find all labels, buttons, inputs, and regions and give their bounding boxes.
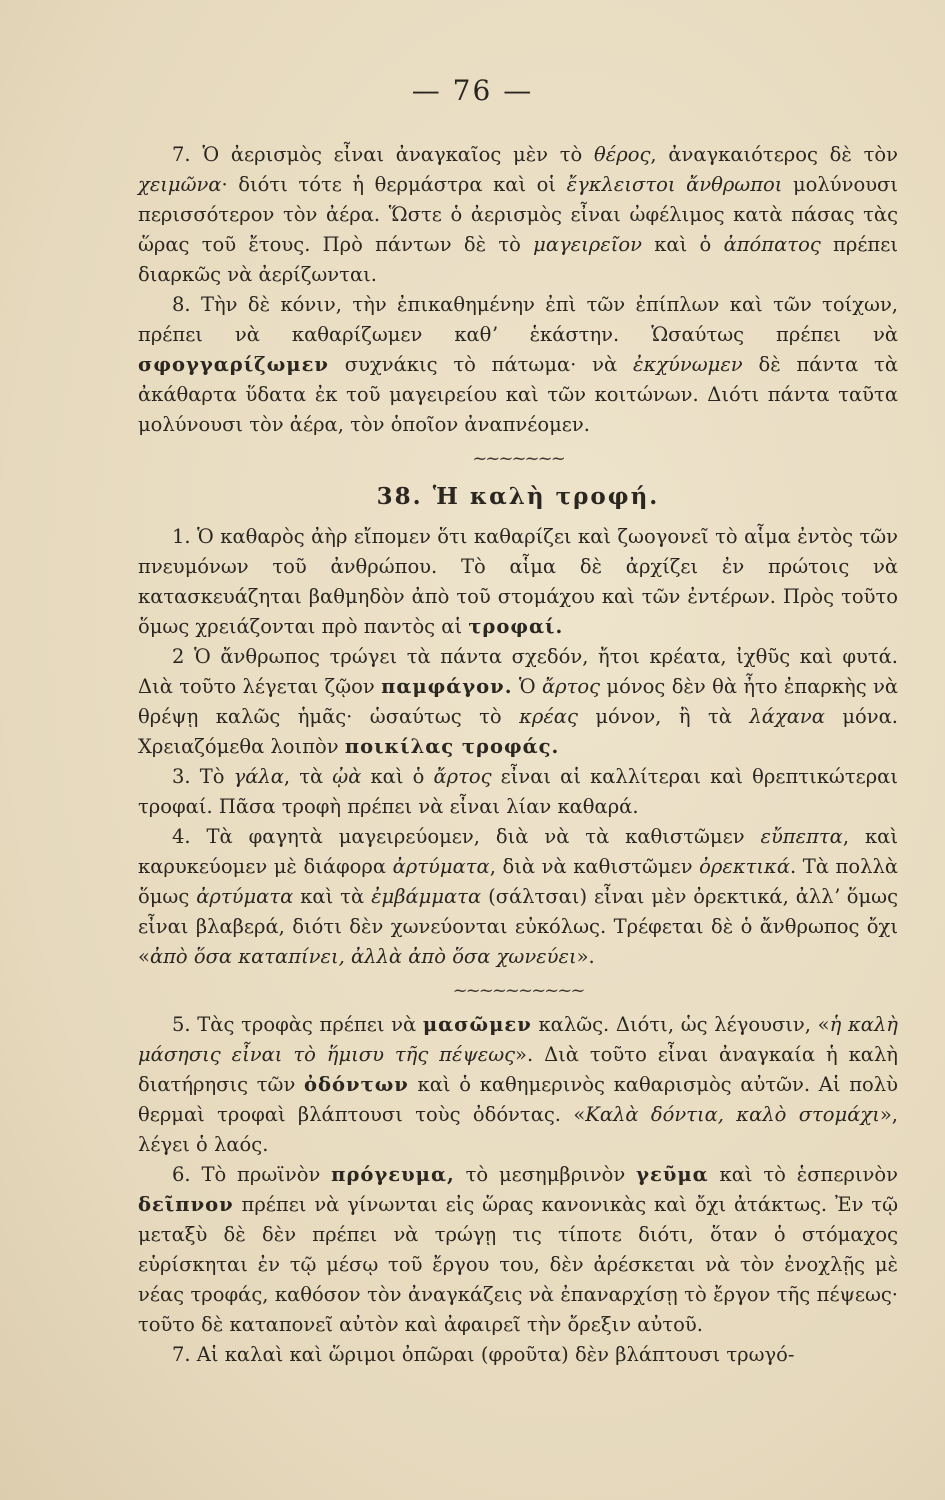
text: καλῶς. Διότι, ὡς λέγουσιν, « (531, 1013, 830, 1036)
text: πρέπει νὰ γίνωνται εἰς ὥρας κανονικὰς καὶ ὄχι ἀτάκτως. Ἐν τῷ μεταξὺ δὲ δὲν πρέπει νὰ τρώγῃ τις τίποτε διότι, ὅταν ὁ στόμαχος εὑρίσκηται ἐν τῷ μέσῳ τοῦ ἔργου του, δὲν ἀρέσκεται νὰ τὸν ἐνοχλῇς μὲ νέας τροφάς, καθόσον τὸν ἀναγκάζεις νὰ ἐπαναρχίσῃ τὸ ἔργον τῆς πέψεως· τοῦτο δὲ καταπονεῖ αὐτὸν καὶ ἀφαιρεῖ τὴν ὄρεξιν αὐτοῦ. (138, 1193, 898, 1336)
text: · διότι τότε ἡ θερμάστρα καὶ οἱ (221, 173, 567, 196)
text: , διὰ νὰ καθιστῶμεν (489, 855, 700, 878)
text: καὶ τὸ ἑσπερινὸν (708, 1163, 898, 1186)
italic-text: γάλα (233, 765, 284, 788)
italic-text: ἔγκλειστοι ἄνθρωποι (566, 173, 783, 196)
text: μόνος δὲν θὰ ἦτο ἐπαρκὴς νὰ θρέψῃ καλῶς ἡμᾶς· ὡσαύτως τὸ (138, 675, 898, 728)
ornament-divider: ~~~~~~~ (472, 448, 564, 469)
italic-text: χειμῶνα (138, 173, 222, 196)
text: καὶ τὰ (293, 885, 372, 908)
text: μόνα. Χρειαζόμεθα λοιπὸν (138, 705, 898, 758)
text: πρέπει διαρκῶς νὰ ἀερίζωνται. (138, 233, 898, 286)
bold-text: πρόγευμα, (331, 1163, 455, 1186)
italic-text: ἐκχύνωμεν (632, 353, 743, 376)
ornament-divider: ~~~~~~~~~~ (452, 980, 584, 1001)
text: 3. Τὸ (172, 765, 234, 788)
text: 4. Τὰ φαγητὰ μαγειρεύομεν, διὰ νὰ τὰ καθιστῶμεν (172, 825, 761, 848)
text: εἶναι αἱ καλλίτεραι καὶ θρεπτικώτεραι τροφαί. Πᾶσα τροφὴ πρέπει νὰ εἶναι λίαν καθαρά. (138, 765, 898, 818)
paragraph-6 (138, 1160, 898, 1340)
italic-text: ἀπὸ ὅσα καταπίνει, ἀλλὰ ἀπὸ ὅσα χωνεύει (149, 945, 577, 968)
page-number: — 76 — (411, 74, 534, 107)
text: 7. Αἱ καλαὶ καὶ ὥριμοι ὀπῶραι (φροῦτα) δὲν βλάπτουσι τρωγό- (172, 1343, 795, 1366)
bold-text: τροφαί. (468, 615, 564, 638)
paragraph-5 (138, 1010, 898, 1160)
italic-text: Καλὰ δόντια, καλὸ στομάχι (585, 1103, 880, 1126)
text: 7. Ὁ ἀερισμὸς εἶναι ἀναγκαῖος μὲν τὸ (172, 143, 595, 166)
text: , ἀναγκαιότερος δὲ τὸν (650, 143, 898, 166)
text: καὶ ὁ καθημερινὸς καθαρισμὸς αὐτῶν. Αἱ πολὺ θερμαὶ τροφαὶ βλάπτουσι τοὺς ὀδόντας. « (138, 1073, 898, 1126)
bold-text: μασῶμεν (422, 1013, 532, 1036)
body-text (138, 140, 898, 1370)
text: 8. Τὴν δὲ κόνιν, τὴν ἐπικαθημένην ἐπὶ τῶν ἐπίπλων καὶ τῶν τοίχων, πρέπει νὰ καθαρίζωμεν καθʼ ἑκάστην. Ὡσαύτως πρέπει νὰ (138, 293, 898, 346)
bold-text: ὀδόντων (304, 1073, 409, 1096)
paragraph-3 (138, 762, 898, 822)
bold-text: ποικίλας τροφάς. (344, 735, 560, 758)
text: (σάλτσαι) εἶναι μὲν ὀρεκτικά, ἀλλʼ ὅμως εἶναι βλαβερά, διότι δὲν χωνεύονται εὐκόλως. Τρέφεται δὲ ὁ ἄνθρωπος ὄχι « (138, 885, 898, 968)
text: », λέγει ὁ λαός. (138, 1103, 898, 1156)
text: καὶ ὁ (641, 233, 724, 256)
paragraph-4 (138, 822, 898, 972)
text: ». Διὰ τοῦτο εἶναι ἀναγκαία ἡ καλὴ διατήρησις τῶν (138, 1043, 898, 1096)
italic-text: θέρος (594, 143, 651, 166)
italic-text: ᾠὰ (332, 765, 362, 788)
italic-text: ἡ καλὴ μάσησις εἶναι τὸ ἥμισυ τῆς πέψεως (138, 1013, 898, 1066)
text: 1. Ὁ καθαρὸς ἀὴρ εἴπομεν ὅτι καθαρίζει καὶ ζωογονεῖ τὸ αἷμα ἐντὸς τῶν πνευμόνων τοῦ ἀνθρώπου. Τὸ αἷμα δὲ ἀρχίζει ἐν πρώτοις νὰ κατασκευάζηται βαθμηδὸν ἀπὸ τοῦ στομάχου καὶ τῶν ἐντέρων. Πρὸς τοῦτο ὅμως χρειάζονται πρὸ παντὸς αἱ (138, 525, 898, 638)
text: δὲ πάντα τὰ ἀκάθαρτα ὕδατα ἐκ τοῦ μαγειρείου καὶ τῶν κοιτώνων. Διότι πάντα ταῦτα μολύνουσι τὸν ἀέρα, τὸν ὁποῖον ἀναπνέομεν. (138, 353, 898, 436)
italic-text: λάχανα (749, 705, 825, 728)
bold-text: γεῦμα (636, 1163, 709, 1186)
paragraph-7-fruits (138, 1340, 898, 1370)
italic-text: ἀρτύματα (392, 855, 490, 878)
text: μολύνουσι περισσότερον τὸν ἀέρα. Ὥστε ὁ ἀερισμὸς εἶναι ὠφέλιμος κατὰ πάσας τὰς ὥρας τοῦ ἔτους. Πρὸ πάντων δὲ τὸ (138, 173, 899, 256)
italic-text: ὀρεκτικά (699, 855, 791, 878)
italic-text: ἀπόπατος (723, 233, 821, 256)
italic-text: ἄρτος (541, 675, 601, 698)
italic-text: ἄρτος (433, 765, 492, 788)
italic-text: ἀρτύματα (196, 885, 294, 908)
bold-text: σφογγαρίζωμεν (138, 353, 329, 376)
text: μόνον, ἢ τὰ (577, 705, 750, 728)
paragraph-7-ventilation (138, 140, 898, 290)
paragraph-2 (138, 642, 898, 762)
text: Ὁ (512, 675, 542, 698)
section-title: 38. Ἡ καλὴ τροφή. (376, 483, 660, 510)
italic-text: κρέας (519, 705, 578, 728)
italic-text: ἐμβάμματα (371, 885, 482, 908)
text: . Τὰ πολλὰ ὅμως (138, 855, 898, 908)
text: 6. Τὸ πρωϊνὸν (172, 1163, 332, 1186)
text: , καὶ καρυκεύομεν μὲ διάφορα (138, 825, 898, 878)
paragraph-8-dust (138, 290, 898, 440)
italic-text: εὔπεπτα (760, 825, 843, 848)
italic-text: μαγειρεῖον (533, 233, 642, 256)
bold-text: δεῖπνον (138, 1193, 234, 1216)
text: καὶ ὁ (361, 765, 434, 788)
text: 5. Τὰς τροφὰς πρέπει νὰ (172, 1013, 423, 1036)
text: τὸ μεσημβρινὸν (454, 1163, 637, 1186)
text: ». (576, 945, 595, 968)
bold-text: παμφάγον. (381, 675, 513, 698)
paragraph-1 (138, 522, 898, 642)
text: , τὰ (283, 765, 333, 788)
text: συχνάκις τὸ πάτωμα· νὰ (328, 353, 633, 376)
text: 2 Ὁ ἄνθρωπος τρώγει τὰ πάντα σχεδόν, ἤτοι κρέατα, ἰχθῦς καὶ φυτά. Διὰ τοῦτο λέγεται ζῷον (138, 645, 898, 698)
